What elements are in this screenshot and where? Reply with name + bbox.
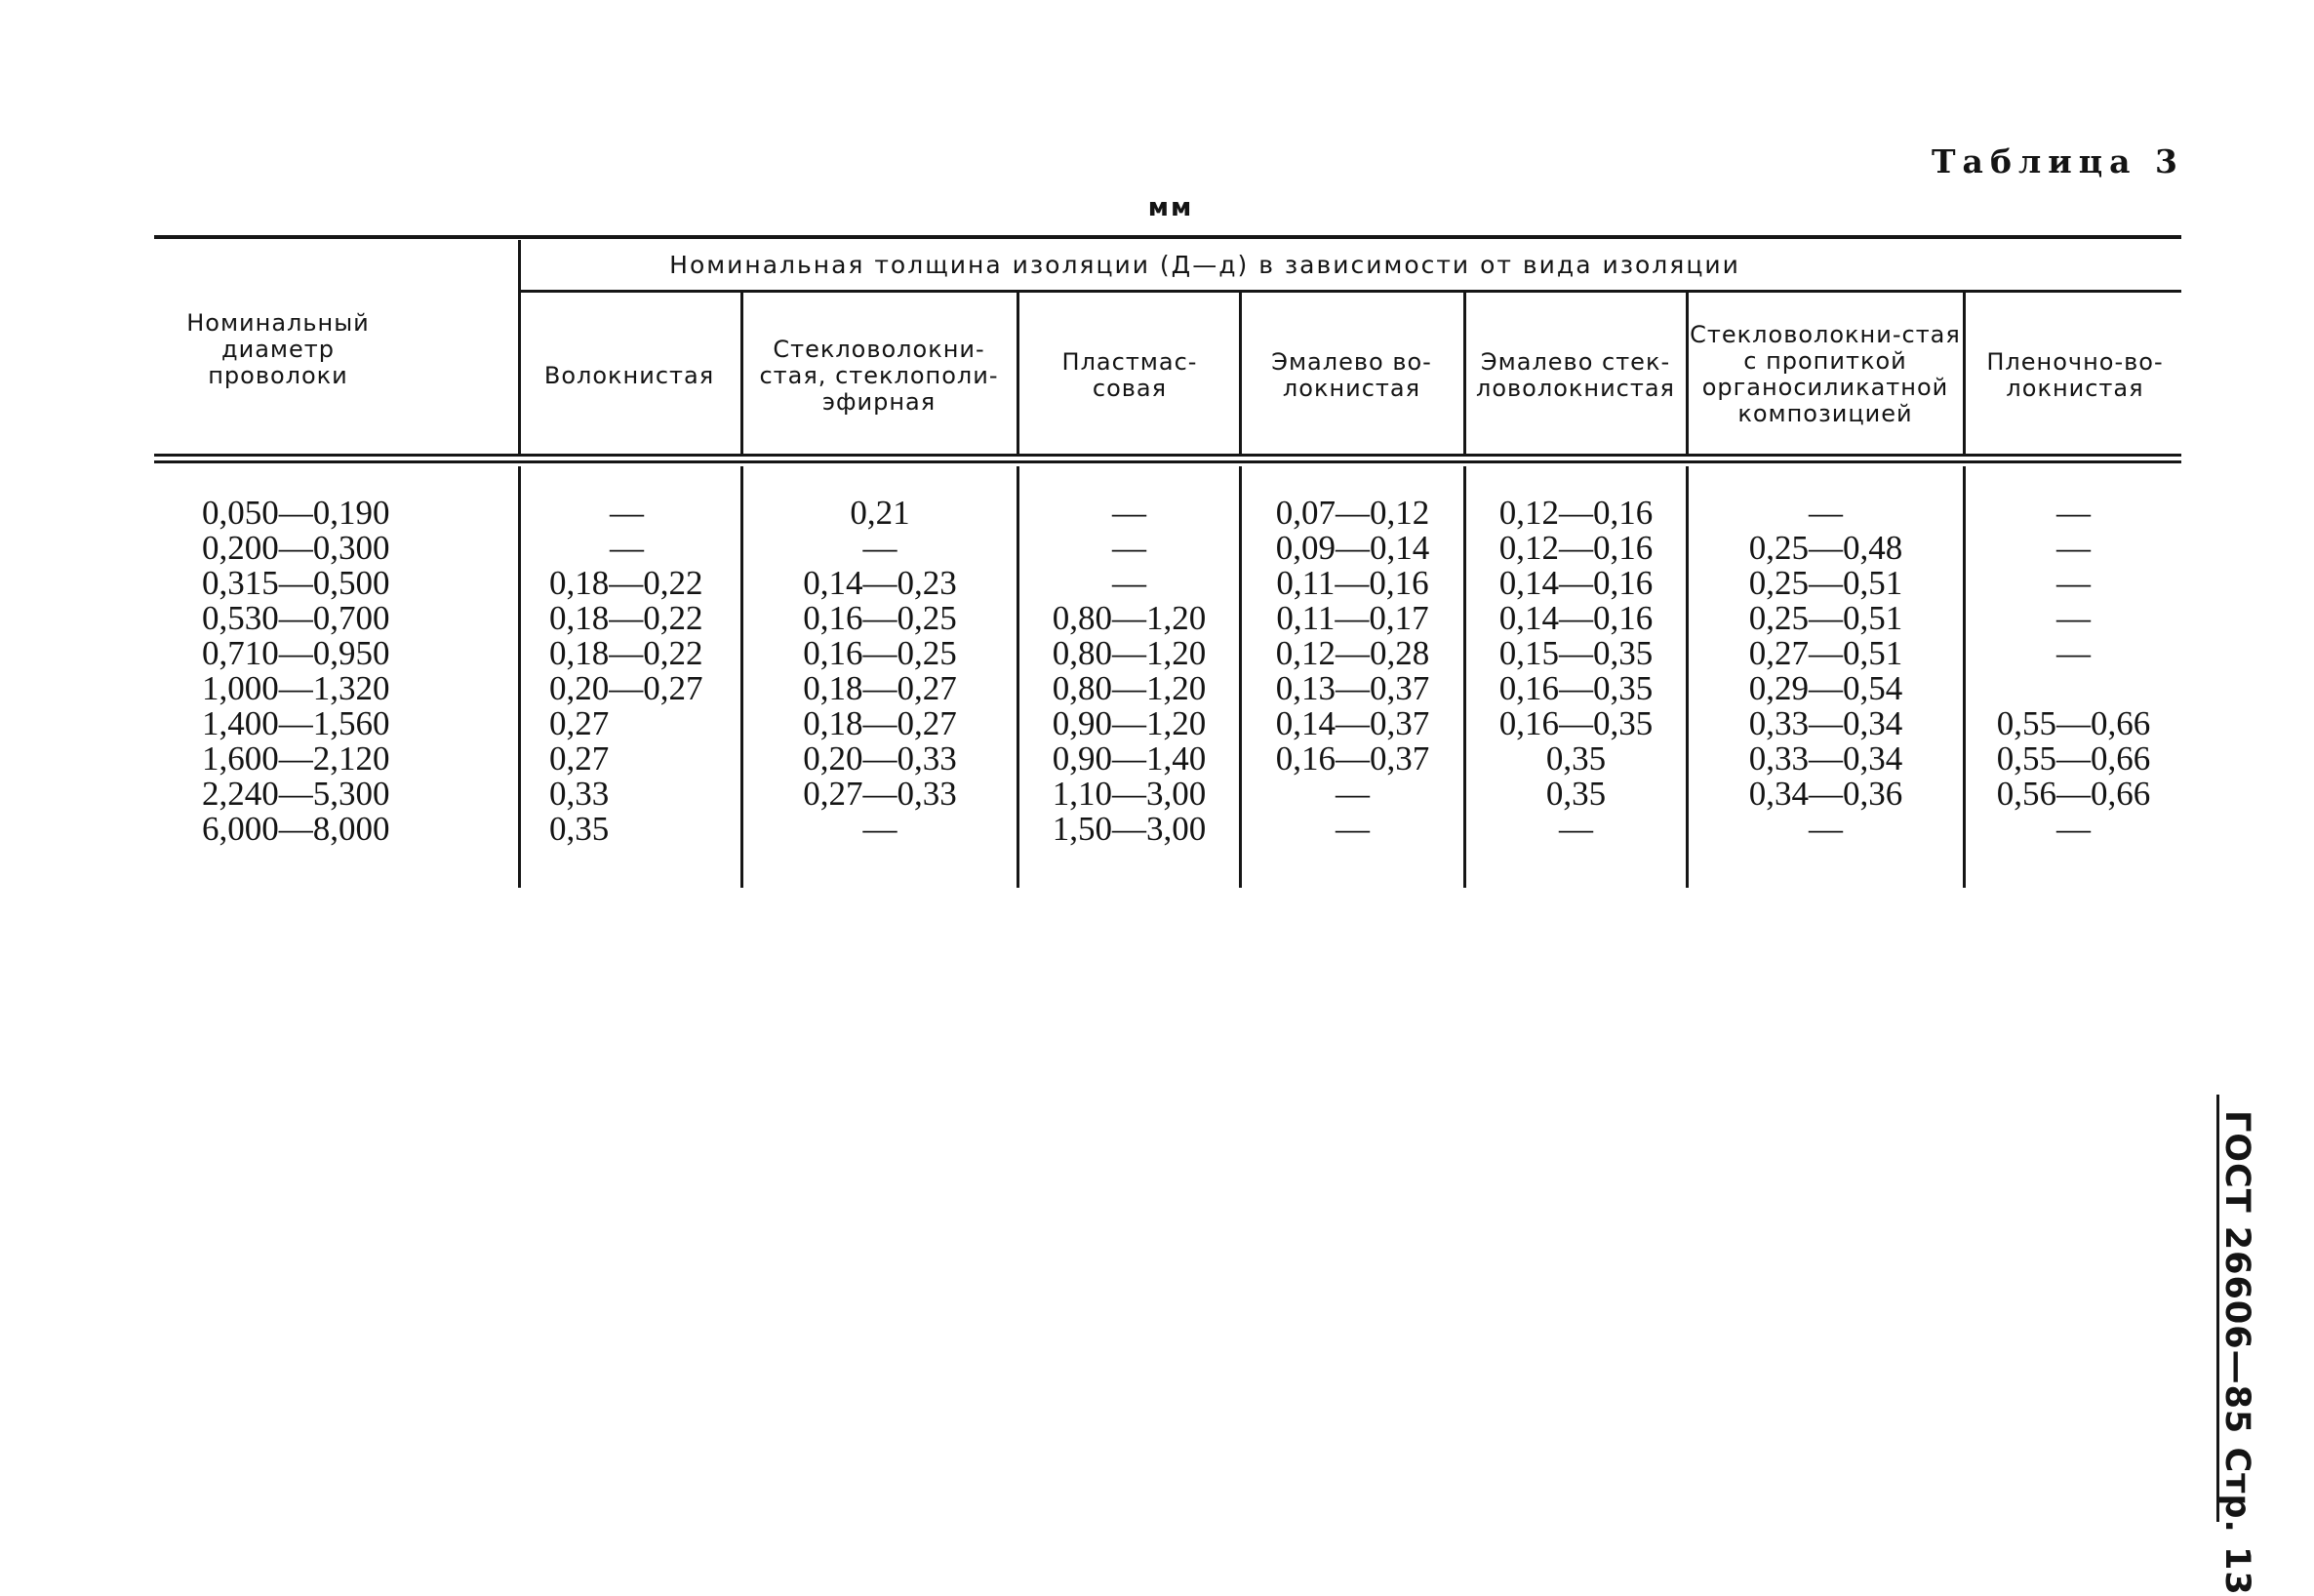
- table-cell: 0,200—0,300: [202, 529, 390, 567]
- glass-fiber-impregnated-column: [1689, 496, 1963, 847]
- column-divider: [1963, 293, 1966, 455]
- table-cell: 0,18—0,22: [549, 634, 703, 672]
- header-plastic: Пластмас-совая: [1061, 348, 1198, 402]
- header-bottom-rule-1: [154, 454, 2181, 457]
- table-cell: [1966, 671, 2181, 706]
- table-cell: 0,18—0,22: [549, 599, 703, 637]
- table-cell: —: [1112, 494, 1146, 532]
- units-label: мм: [1147, 193, 1194, 222]
- header-fibrous: Волокнистая: [543, 362, 715, 389]
- header-insulation-group: Номинальная толщина изоляции (Д—д) в зависимости от вида изоляции: [669, 251, 1740, 279]
- table-top-rule: [154, 235, 2181, 239]
- table-cell: 0,35: [1545, 775, 1607, 813]
- table-cell: 0,14—0,16: [1498, 599, 1654, 637]
- table-cell: 0,33—0,34: [1748, 739, 1903, 778]
- header-diameter: Номинальный диаметр проволоки: [186, 309, 370, 389]
- table-cell: 1,10—3,00: [1052, 775, 1207, 813]
- column-divider: [1239, 293, 1242, 455]
- table-cell: 0,13—0,37: [1275, 669, 1430, 707]
- table-cell: 6,000—8,000: [202, 810, 390, 848]
- page-footer: ГОСТ 26606—85 Стр. 13: [2217, 1110, 2256, 1596]
- table-cell: 0,25—0,51: [1748, 564, 1903, 602]
- table-cell: 0,11—0,16: [1276, 564, 1429, 602]
- table-cell: 0,12—0,28: [1275, 634, 1430, 672]
- table-cell: —: [2056, 564, 2091, 602]
- diameter-column: [202, 496, 456, 847]
- column-divider: [518, 240, 521, 455]
- table-cell: —: [1809, 810, 1843, 848]
- table-cell: —: [862, 529, 898, 567]
- table-cell: 0,80—1,20: [1052, 599, 1207, 637]
- table-cell: 1,000—1,320: [202, 669, 390, 707]
- glass-fiber-polyester-column: [743, 496, 1017, 847]
- table-cell: 0,050—0,190: [202, 494, 390, 532]
- film-fibrous-column: [1966, 496, 2181, 847]
- table-cell: 0,21: [850, 494, 910, 532]
- table-cell: 0,80—1,20: [1052, 669, 1207, 707]
- table-cell: —: [2056, 494, 2091, 532]
- table-cell: 0,09—0,14: [1275, 529, 1430, 567]
- table-cell: 0,14—0,23: [803, 564, 957, 602]
- table-cell: —: [610, 529, 644, 567]
- table-cell: 0,20—0,27: [549, 669, 703, 707]
- enamel-fibrous-column: [1242, 496, 1463, 847]
- table-cell: 0,25—0,48: [1748, 529, 1903, 567]
- table-cell: —: [1559, 810, 1593, 848]
- table-cell: 0,12—0,16: [1498, 529, 1654, 567]
- table-cell: 0,07—0,12: [1275, 494, 1430, 532]
- table-cell: 0,27: [549, 704, 610, 742]
- table-cell: 0,34—0,36: [1748, 775, 1903, 813]
- table-cell: 0,530—0,700: [202, 599, 390, 637]
- table-cell: 0,16—0,35: [1498, 704, 1654, 742]
- table-cell: 0,315—0,500: [202, 564, 390, 602]
- table-cell: 0,35: [549, 810, 610, 848]
- table-cell: —: [1336, 810, 1370, 848]
- table-cell: 0,90—1,40: [1052, 739, 1207, 778]
- table-cell: —: [1112, 564, 1146, 602]
- table-cell: 1,400—1,560: [202, 704, 390, 742]
- table-cell: 0,55—0,66: [1996, 739, 2151, 778]
- column-divider: [1686, 293, 1689, 455]
- table-cell: —: [2056, 599, 2091, 637]
- table-cell: 0,29—0,54: [1748, 669, 1903, 707]
- table-cell: 0,14—0,37: [1275, 704, 1430, 742]
- table-cell: —: [2056, 634, 2091, 672]
- fibrous-column: [549, 496, 735, 847]
- table-cell: —: [1336, 775, 1370, 813]
- table-cell: 0,16—0,35: [1498, 669, 1654, 707]
- table-cell: 0,18—0,22: [549, 564, 703, 602]
- header-group-rule: [521, 290, 2181, 293]
- header-bottom-rule-2: [154, 460, 2181, 463]
- table-cell: —: [862, 810, 898, 848]
- table-cell: 0,56—0,66: [1996, 775, 2151, 813]
- table-cell: 0,18—0,27: [803, 704, 957, 742]
- table-cell: 1,50—3,00: [1052, 810, 1207, 848]
- table-cell: 2,240—5,300: [202, 775, 390, 813]
- table-cell: 0,710—0,950: [202, 634, 390, 672]
- header-glass-fiber-polyester: Стекловолокни-стая, стеклополи-эфирная: [759, 336, 999, 416]
- table-cell: 0,55—0,66: [1996, 704, 2151, 742]
- table-cell: —: [2056, 810, 2091, 848]
- table-cell: 0,16—0,25: [803, 634, 957, 672]
- header-film-fibrous: Пленочно-во-локнистая: [1986, 348, 2164, 402]
- table-cell: 0,25—0,51: [1748, 599, 1903, 637]
- table-cell: 0,27: [549, 739, 610, 778]
- table-cell: 0,20—0,33: [803, 739, 957, 778]
- table-cell: 0,27—0,51: [1748, 634, 1903, 672]
- column-divider: [518, 466, 521, 888]
- table-cell: 0,90—1,20: [1052, 704, 1207, 742]
- table-cell: 0,33—0,34: [1748, 704, 1903, 742]
- plastic-column: [1019, 496, 1239, 847]
- table-cell: 0,27—0,33: [803, 775, 957, 813]
- header-enamel-fibrous: Эмалево во-локнистая: [1271, 348, 1432, 402]
- table-cell: 0,33: [549, 775, 610, 813]
- header-enamel-glass-fiber: Эмалево стек-ловолокнистая: [1476, 348, 1675, 402]
- table-cell: 0,16—0,37: [1275, 739, 1430, 778]
- table-cell: 0,16—0,25: [803, 599, 957, 637]
- table-cell: 0,18—0,27: [803, 669, 957, 707]
- table-cell: —: [1809, 494, 1843, 532]
- table-cell: 0,80—1,20: [1052, 634, 1207, 672]
- table-cell: 1,600—2,120: [202, 739, 390, 778]
- table-cell: 0,35: [1545, 739, 1607, 778]
- enamel-glass-fiber-column: [1466, 496, 1686, 847]
- table-cell: 0,14—0,16: [1498, 564, 1654, 602]
- table-title: Таблица 3: [1932, 142, 2184, 180]
- table-cell: —: [1112, 529, 1146, 567]
- table-cell: 0,11—0,17: [1276, 599, 1429, 637]
- header-glass-fiber-impregnated: Стекловолокни-стая с пропиткой органосиликатной композицией: [1690, 321, 1961, 427]
- column-divider: [1017, 293, 1019, 455]
- table-cell: 0,15—0,35: [1498, 634, 1654, 672]
- table-cell: —: [610, 494, 644, 532]
- table-cell: 0,12—0,16: [1498, 494, 1654, 532]
- table-cell: —: [2056, 529, 2091, 567]
